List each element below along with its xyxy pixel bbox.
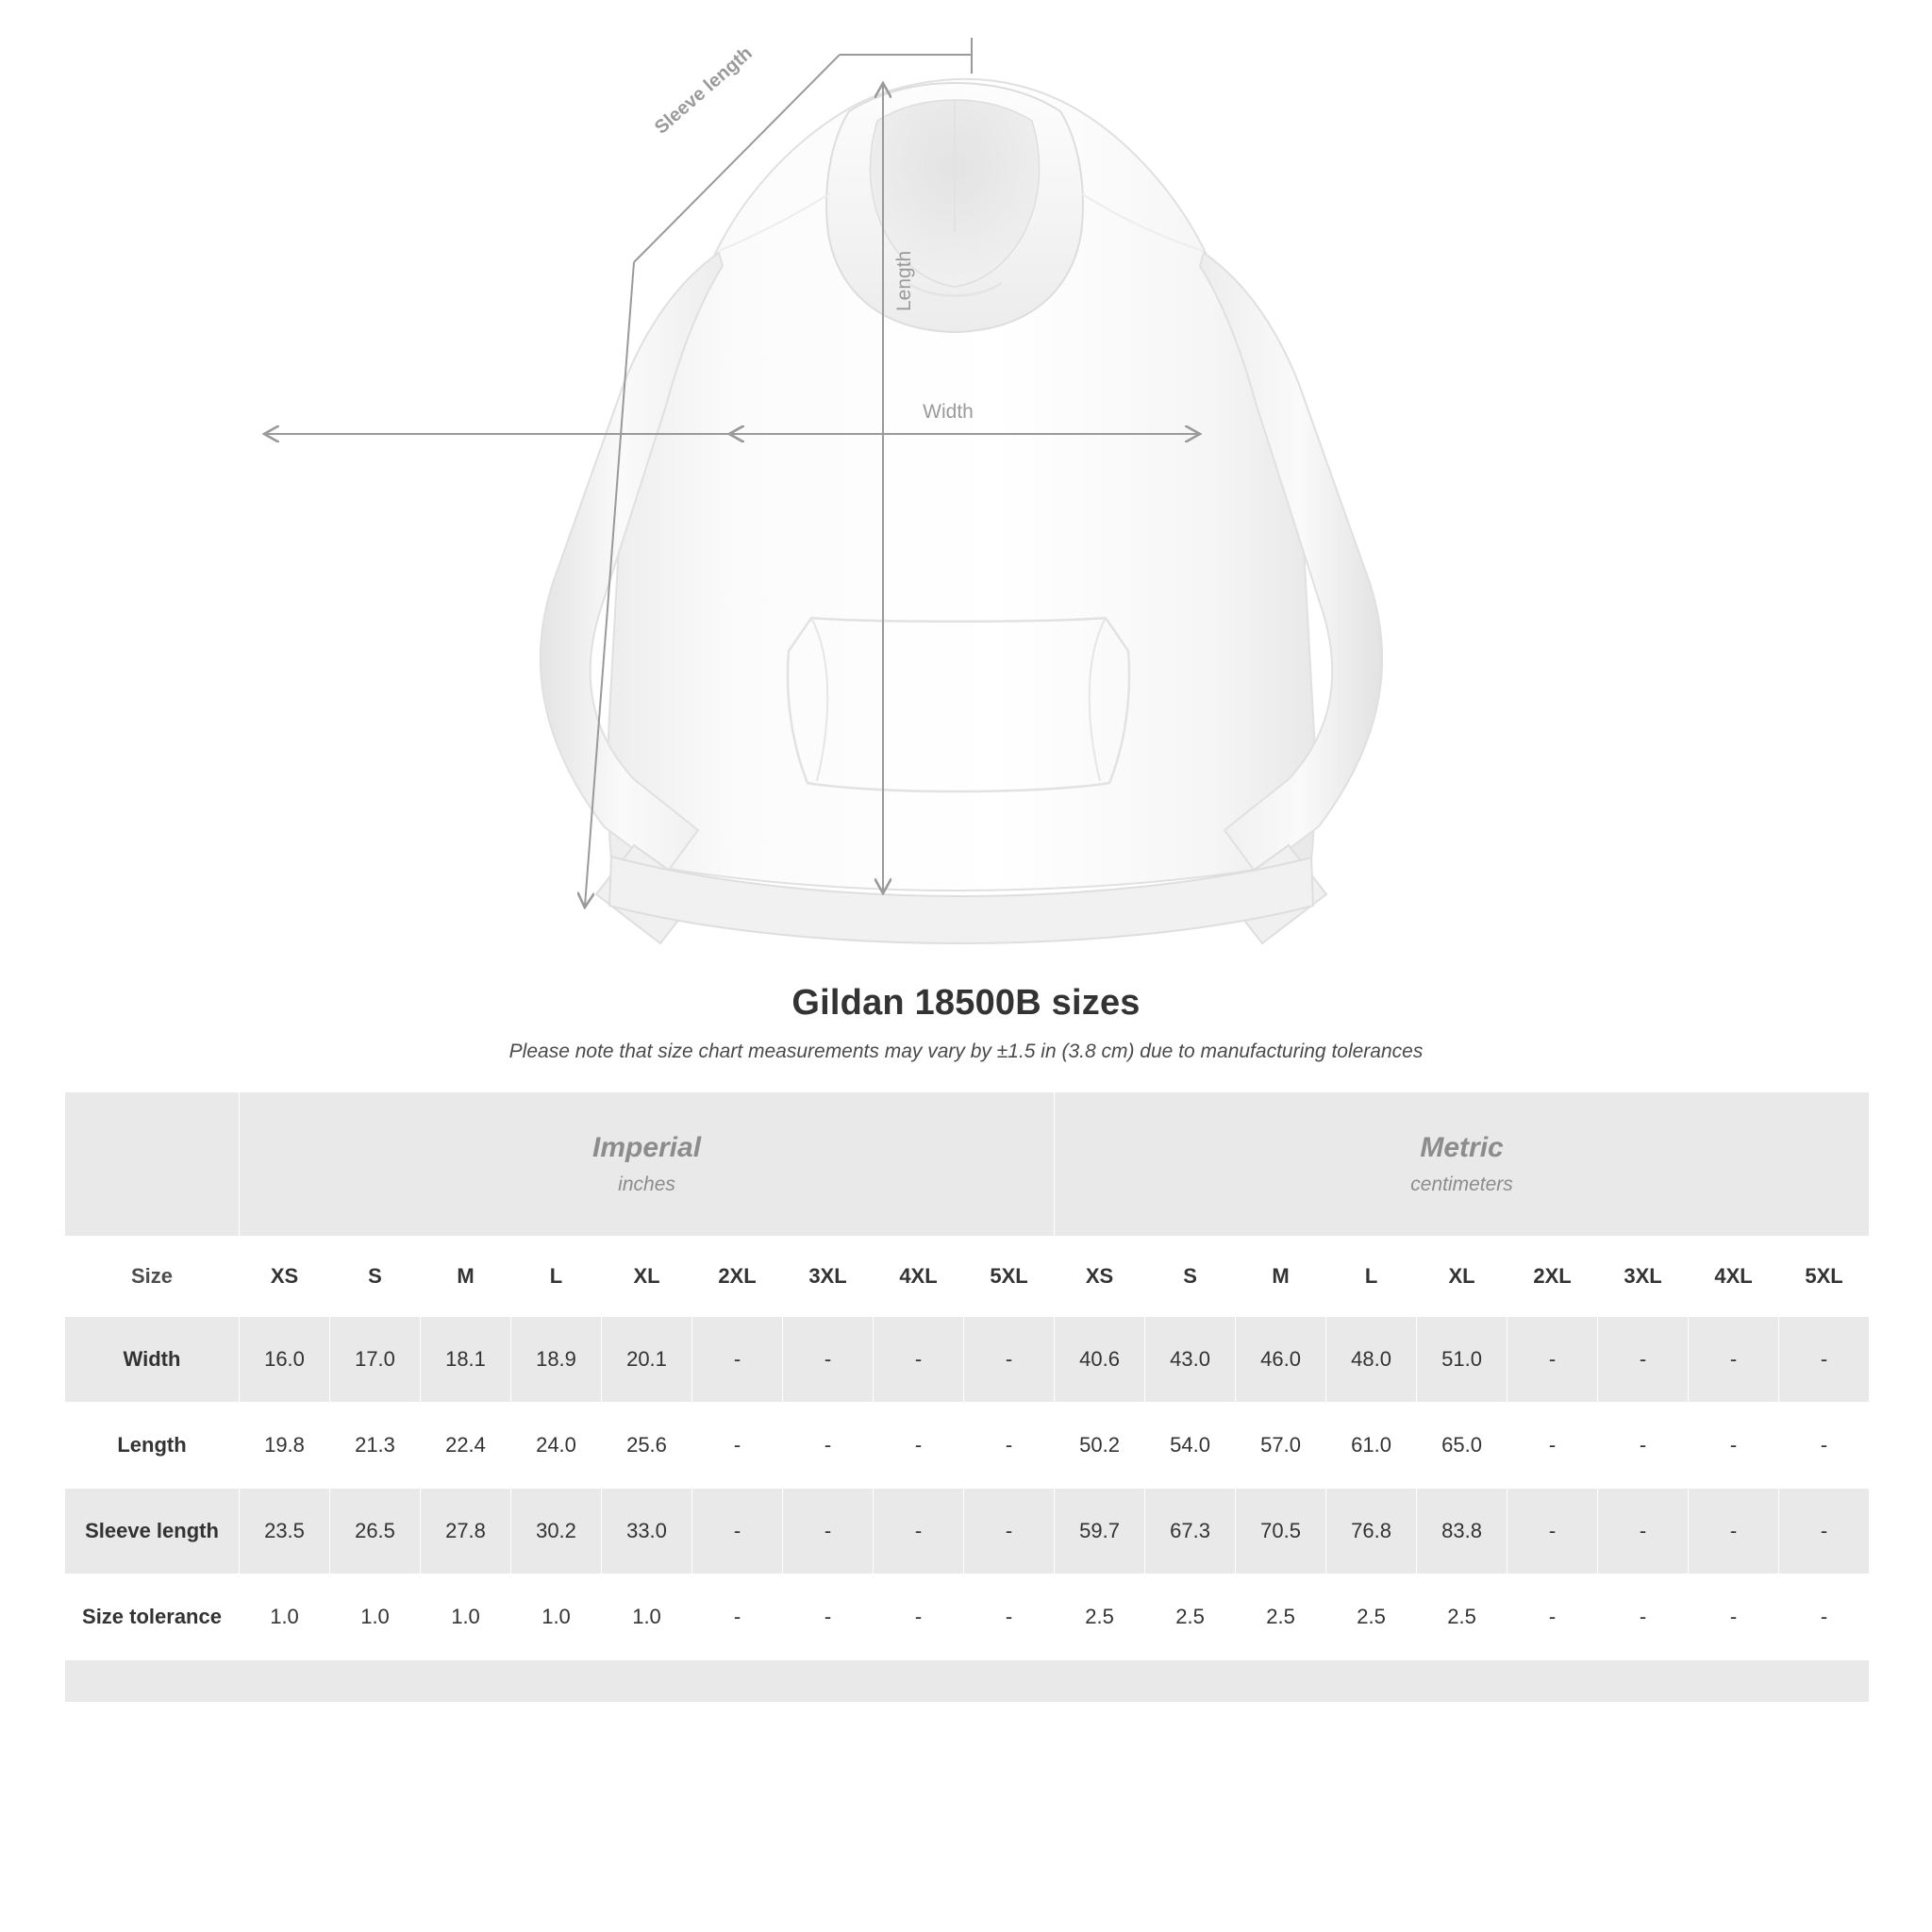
cell-sleeve-length-imperial-m: 27.8 bbox=[421, 1489, 511, 1574]
unit-header-imperial-title: Imperial bbox=[591, 1132, 702, 1163]
size-header-imperial-2xl: 2XL bbox=[692, 1237, 783, 1317]
cell-sleeve-length-metric-l: 76.8 bbox=[1326, 1489, 1417, 1574]
cell-width-metric-3xl: - bbox=[1598, 1317, 1689, 1403]
cell-width-metric-5xl: - bbox=[1779, 1317, 1870, 1403]
cell-sleeve-length-metric-s: 67.3 bbox=[1145, 1489, 1236, 1574]
cell-width-imperial-xs: 16.0 bbox=[240, 1317, 330, 1403]
cell-width-imperial-l: 18.9 bbox=[511, 1317, 602, 1403]
cell-width-metric-2xl: - bbox=[1507, 1317, 1598, 1403]
size-header-imperial-4xl: 4XL bbox=[874, 1237, 964, 1317]
cell-sleeve-length-metric-m: 70.5 bbox=[1236, 1489, 1326, 1574]
cell-length-metric-4xl: - bbox=[1689, 1403, 1779, 1489]
cell-width-imperial-3xl: - bbox=[783, 1317, 874, 1403]
cell-length-imperial-xl: 25.6 bbox=[602, 1403, 692, 1489]
title-block bbox=[0, 983, 1932, 1063]
cell-length-imperial-4xl: - bbox=[874, 1403, 964, 1489]
cell-sleeve-length-metric-xs: 59.7 bbox=[1055, 1489, 1145, 1574]
unit-header-metric-title: Metric bbox=[1420, 1132, 1504, 1163]
cell-sleeve-length-metric-3xl: - bbox=[1598, 1489, 1689, 1574]
cell-sleeve-length-imperial-xl: 33.0 bbox=[602, 1489, 692, 1574]
cell-sleeve-length-imperial-l: 30.2 bbox=[511, 1489, 602, 1574]
cell-sleeve-length-imperial-5xl: - bbox=[964, 1489, 1055, 1574]
cell-width-imperial-4xl: - bbox=[874, 1317, 964, 1403]
cell-size-tolerance-imperial-s: 1.0 bbox=[330, 1574, 421, 1660]
size-header-imperial-l: L bbox=[511, 1237, 602, 1317]
cell-length-imperial-xs: 19.8 bbox=[240, 1403, 330, 1489]
table-row bbox=[65, 1317, 1870, 1403]
table-footer-strip bbox=[65, 1660, 1870, 1703]
cell-width-metric-l: 48.0 bbox=[1326, 1317, 1417, 1403]
cell-length-imperial-3xl: - bbox=[783, 1403, 874, 1489]
table-row bbox=[65, 1574, 1870, 1660]
cell-width-metric-xs: 40.6 bbox=[1055, 1317, 1145, 1403]
unit-header-metric bbox=[1055, 1092, 1870, 1237]
row-label-size-tolerance: Size tolerance bbox=[65, 1574, 240, 1660]
unit-header-imperial-sub: inches bbox=[618, 1174, 675, 1195]
cell-length-imperial-2xl: - bbox=[692, 1403, 783, 1489]
cell-sleeve-length-metric-2xl: - bbox=[1507, 1489, 1598, 1574]
cell-width-metric-m: 46.0 bbox=[1236, 1317, 1326, 1403]
cell-size-tolerance-imperial-2xl: - bbox=[692, 1574, 783, 1660]
cell-width-imperial-xl: 20.1 bbox=[602, 1317, 692, 1403]
cell-sleeve-length-imperial-s: 26.5 bbox=[330, 1489, 421, 1574]
tolerance-note: Please note that size chart measurements may vary by ±1.5 in (3.8 cm) due to manufacturing tolerances bbox=[508, 1041, 1424, 1062]
cell-size-tolerance-imperial-l: 1.0 bbox=[511, 1574, 602, 1660]
unit-header-metric-sub: centimeters bbox=[1410, 1174, 1513, 1195]
cell-size-tolerance-metric-l: 2.5 bbox=[1326, 1574, 1417, 1660]
table-footer-cell bbox=[65, 1660, 1870, 1703]
cell-length-metric-2xl: - bbox=[1507, 1403, 1598, 1489]
cell-width-imperial-5xl: - bbox=[964, 1317, 1055, 1403]
size-header-metric-3xl: 3XL bbox=[1598, 1237, 1689, 1317]
unit-header-imperial bbox=[240, 1092, 1055, 1237]
size-table-wrapper bbox=[64, 1091, 1868, 1703]
size-chart-table bbox=[64, 1091, 1870, 1703]
cell-sleeve-length-imperial-xs: 23.5 bbox=[240, 1489, 330, 1574]
cell-width-metric-s: 43.0 bbox=[1145, 1317, 1236, 1403]
cell-sleeve-length-metric-4xl: - bbox=[1689, 1489, 1779, 1574]
cell-sleeve-length-metric-xl: 83.8 bbox=[1417, 1489, 1507, 1574]
cell-length-metric-m: 57.0 bbox=[1236, 1403, 1326, 1489]
size-header-metric-xl: XL bbox=[1417, 1237, 1507, 1317]
cell-width-imperial-2xl: - bbox=[692, 1317, 783, 1403]
cell-size-tolerance-metric-m: 2.5 bbox=[1236, 1574, 1326, 1660]
row-label-width: Width bbox=[65, 1317, 240, 1403]
table-row bbox=[65, 1489, 1870, 1574]
cell-length-imperial-5xl: - bbox=[964, 1403, 1055, 1489]
cell-sleeve-length-imperial-4xl: - bbox=[874, 1489, 964, 1574]
cell-size-tolerance-metric-s: 2.5 bbox=[1145, 1574, 1236, 1660]
size-header-metric-4xl: 4XL bbox=[1689, 1237, 1779, 1317]
cell-width-metric-xl: 51.0 bbox=[1417, 1317, 1507, 1403]
width-dimension-label: Width bbox=[923, 401, 974, 423]
cell-size-tolerance-metric-xs: 2.5 bbox=[1055, 1574, 1145, 1660]
cell-length-metric-xs: 50.2 bbox=[1055, 1403, 1145, 1489]
cell-width-imperial-s: 17.0 bbox=[330, 1317, 421, 1403]
size-header-row bbox=[65, 1237, 1870, 1317]
length-dimension-label: Length bbox=[893, 250, 915, 311]
cell-size-tolerance-imperial-4xl: - bbox=[874, 1574, 964, 1660]
cell-length-metric-s: 54.0 bbox=[1145, 1403, 1236, 1489]
cell-width-metric-4xl: - bbox=[1689, 1317, 1779, 1403]
unit-header-spacer bbox=[65, 1092, 240, 1237]
size-header-metric-5xl: 5XL bbox=[1779, 1237, 1870, 1317]
size-header-metric-xs: XS bbox=[1055, 1237, 1145, 1317]
size-header-imperial-5xl: 5XL bbox=[964, 1237, 1055, 1317]
size-header-imperial-s: S bbox=[330, 1237, 421, 1317]
size-header-metric-l: L bbox=[1326, 1237, 1417, 1317]
cell-width-imperial-m: 18.1 bbox=[421, 1317, 511, 1403]
size-header-imperial-m: M bbox=[421, 1237, 511, 1317]
page-title: Gildan 18500B sizes bbox=[791, 983, 1141, 1023]
row-label-length: Length bbox=[65, 1403, 240, 1489]
cell-size-tolerance-metric-4xl: - bbox=[1689, 1574, 1779, 1660]
cell-size-tolerance-metric-xl: 2.5 bbox=[1417, 1574, 1507, 1660]
cell-length-metric-xl: 65.0 bbox=[1417, 1403, 1507, 1489]
cell-size-tolerance-imperial-5xl: - bbox=[964, 1574, 1055, 1660]
size-header-imperial-3xl: 3XL bbox=[783, 1237, 874, 1317]
cell-length-metric-l: 61.0 bbox=[1326, 1403, 1417, 1489]
unit-header-row bbox=[65, 1092, 1870, 1237]
cell-length-metric-3xl: - bbox=[1598, 1403, 1689, 1489]
cell-size-tolerance-imperial-m: 1.0 bbox=[421, 1574, 511, 1660]
cell-size-tolerance-metric-5xl: - bbox=[1779, 1574, 1870, 1660]
size-header-imperial-xs: XS bbox=[240, 1237, 330, 1317]
cell-sleeve-length-imperial-3xl: - bbox=[783, 1489, 874, 1574]
cell-size-tolerance-imperial-3xl: - bbox=[783, 1574, 874, 1660]
size-header-metric-m: M bbox=[1236, 1237, 1326, 1317]
size-header-metric-2xl: 2XL bbox=[1507, 1237, 1598, 1317]
cell-length-metric-5xl: - bbox=[1779, 1403, 1870, 1489]
row-label-sleeve-length: Sleeve length bbox=[65, 1489, 240, 1574]
size-header-imperial-xl: XL bbox=[602, 1237, 692, 1317]
cell-size-tolerance-metric-3xl: - bbox=[1598, 1574, 1689, 1660]
size-label-cell: Size bbox=[65, 1237, 240, 1317]
cell-length-imperial-s: 21.3 bbox=[330, 1403, 421, 1489]
cell-length-imperial-l: 24.0 bbox=[511, 1403, 602, 1489]
cell-size-tolerance-imperial-xs: 1.0 bbox=[240, 1574, 330, 1660]
cell-sleeve-length-imperial-2xl: - bbox=[692, 1489, 783, 1574]
cell-length-imperial-m: 22.4 bbox=[421, 1403, 511, 1489]
table-row bbox=[65, 1403, 1870, 1489]
cell-size-tolerance-metric-2xl: - bbox=[1507, 1574, 1598, 1660]
sleeve-length-dimension-label: Sleeve length bbox=[651, 42, 757, 139]
size-header-metric-s: S bbox=[1145, 1237, 1236, 1317]
cell-sleeve-length-metric-5xl: - bbox=[1779, 1489, 1870, 1574]
cell-size-tolerance-imperial-xl: 1.0 bbox=[602, 1574, 692, 1660]
